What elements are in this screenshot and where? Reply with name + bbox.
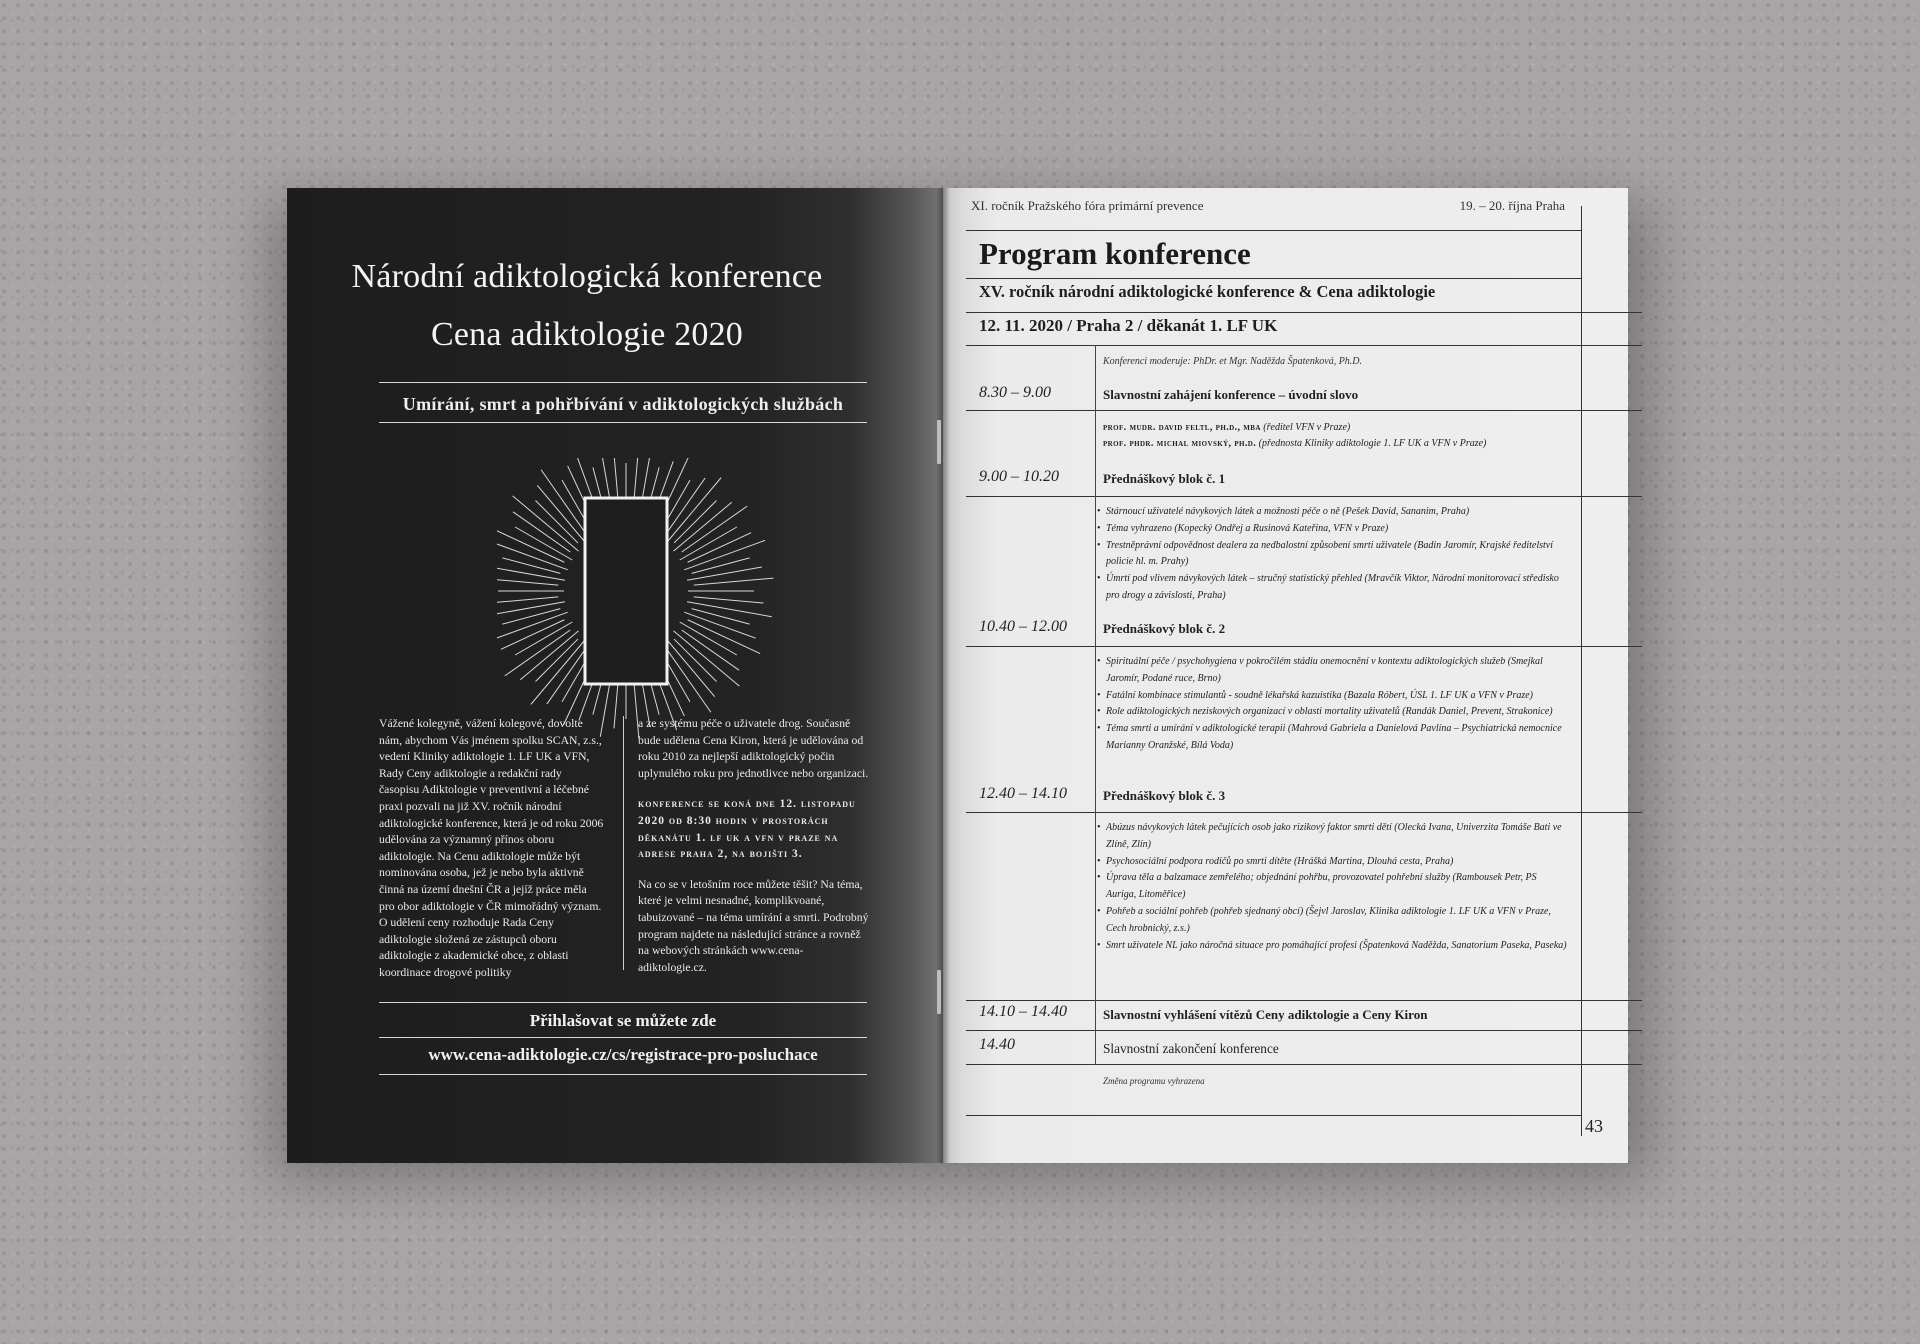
slot-rule xyxy=(966,1064,1642,1065)
speaker-2-role: (přednosta Kliniky adiktologie 1. LF UK a VFN v Praze) xyxy=(1258,437,1487,449)
lecture-item: • Trestněprávní odpovědnost dealera za nedbalostní způsobení smrti uživatele (Badin Jaromír, Krajské ředitelství policie hl. m. Prahy) xyxy=(1097,538,1567,572)
header-rule xyxy=(966,230,1581,231)
lecture-item: • Pohřeb a sociální pohřeb (pohřeb sjednaný obcí) (Šejvl Jaroslav, Klinika adiktologie 1. LF UK a VFN v Praze, Cech hrobnický, z.s.) xyxy=(1097,904,1567,938)
opening-speakers xyxy=(1103,420,1486,451)
lecture-item: • Úprava těla a balzamace zemřelého; objednání pohřbu, provozovatel pohřební služby (Rambousek Petr, PS Auriga, Litoměřice) xyxy=(1097,870,1567,904)
staple-bottom xyxy=(937,970,941,1014)
intro-paragraph-2: a ze systému péče o uživatele drog. Současně bude udělena Cena Kiron, která je udělována od roku 2010 za nejlepší adiktologický počin uplynulého roku pro jednotlivce nebo organizaci. xyxy=(638,717,869,780)
speaker-2 xyxy=(1103,436,1486,452)
register-heading: Přihlašovat se můžete zde xyxy=(529,1011,717,1030)
lecture-list-block-2 xyxy=(1097,654,1567,755)
emblem-ray xyxy=(497,565,565,580)
speaker-2-name: prof. phdr. michal miovský, ph.d. xyxy=(1103,437,1257,449)
emblem-ray xyxy=(537,485,586,543)
lecture-item: • Smrt uživatele NL jako náročná situace pro pomáhající profesi (Špatenková Naděžda, Sanatorium Paseka, Paseka) xyxy=(1097,938,1567,955)
lecture-item: • Role adiktologických neziskových organizací v oblasti mortality uživatelů (Randák Daniel, Prevent, Strakonice) xyxy=(1097,704,1567,721)
slot-title: Slavnostní vyhlášení vítězů Ceny adiktologie a Ceny Kiron xyxy=(1103,1007,1428,1022)
slot-time: 14.10 – 14.40 xyxy=(979,1003,1067,1020)
program-date-line: 12. 11. 2020 / Praha 2 / děkanát 1. LF UK xyxy=(979,316,1278,335)
column-separator xyxy=(623,716,624,970)
slot-rule xyxy=(966,646,1642,647)
slot-rule xyxy=(966,1000,1642,1001)
lecture-item: • Spirituální péče / psychohygiena v pokročilém stádiu onemocnění v kontextu adiktologických služeb (Smejkal Jaromír, Podané ruce, Brno) xyxy=(1097,654,1567,688)
speaker-1 xyxy=(1103,420,1486,436)
title-rule xyxy=(966,278,1581,279)
emblem-ray xyxy=(497,597,558,604)
program-change-note: Změna programu vyhrazena xyxy=(1103,1076,1205,1086)
emblem-ray xyxy=(666,638,715,696)
venue-paragraph: konference se koná dne 12. listopadu 2020 od 8:30 hodin v prostorách děkanátu 1. lf uk a vfn v praze na adrese praha 2, na bojišti 3. xyxy=(638,798,856,861)
slot-title: Přednáškový blok č. 3 xyxy=(1103,788,1226,803)
emblem-ray xyxy=(694,597,764,603)
time-column-divider xyxy=(1095,345,1096,1065)
lecture-item: • Téma smrti a umírání v adiktologické terapii (Mahrová Gabriela a Danielová Pavlína – Psychiatrická nemocnice Marianny Oranžské, Bílá Voda) xyxy=(1097,721,1567,755)
subtitle-rule xyxy=(966,312,1642,313)
theme-top-rule xyxy=(379,382,867,383)
lecture-list-block-3 xyxy=(1097,820,1567,954)
lecture-item: • Téma vyhrazeno (Kopecký Ondřej a Rusinová Kateřina, VFN v Praze) xyxy=(1097,521,1567,538)
slot-title: Přednáškový blok č. 2 xyxy=(1103,621,1226,636)
intro-column-2 xyxy=(638,716,870,990)
emblem-ray xyxy=(497,612,568,641)
left-title-conference: Národní adiktologická konference xyxy=(351,258,823,295)
emblem-ray xyxy=(497,579,558,585)
emblem-ray xyxy=(497,528,564,562)
left-title-award: Cena adiktologie 2020 xyxy=(430,316,744,353)
emblem-ray xyxy=(513,512,570,552)
emblem-ray xyxy=(535,500,577,542)
right-page xyxy=(943,188,1628,1163)
slot-time: 10.40 – 12.00 xyxy=(979,618,1067,635)
speaker-1-role: (ředitel VFN v Praze) xyxy=(1263,422,1351,433)
slot-time: 9.00 – 10.20 xyxy=(979,468,1059,485)
slot-title: Slavnostní zahájení konference – úvodní slovo xyxy=(1103,387,1359,402)
speaker-1-name: prof. mudr. david feltl, ph.d., mba xyxy=(1103,422,1261,433)
theme-bottom-rule xyxy=(379,422,867,423)
emblem-ray xyxy=(520,631,578,680)
emblem-ray xyxy=(687,567,762,580)
intro-paragraph-1: Vážené kolegyně, vážení kolegové, dovolte nám, abychom Vás jménem spolku SCAN, z.s., vedení Kliniky adiktologie 1. LF UK a VFN, Rady Ceny adiktologie a redakční rady časopisu Adiktologie v preventivní a léčebné praxi pozvali na již XV. ročník národní adiktologické konference, která je od roku 2006 udělována za významný přínos oboru adiktologie. Na Cenu adiktologie může být nominována osoba, jež je nebo byla aktivně činná na území dnešní ČR a jejíž práce měla pro obor adiktologie v ČR mimořádný význam. O udělení ceny rozhoduje Rada Ceny adiktologie složená ze zástupců oboru adiktologie z akademické obce, z oblasti koordinace drogové politiky xyxy=(379,717,604,979)
left-theme: Umírání, smrt a pohřbívání v adiktologických službách xyxy=(402,394,844,414)
lecture-list-block-1 xyxy=(1097,504,1567,605)
left-page xyxy=(287,188,943,1163)
date-rule xyxy=(966,345,1642,346)
slot-rule xyxy=(966,812,1642,813)
emblem-ray xyxy=(674,639,716,681)
slot-title: Přednáškový blok č. 1 xyxy=(1103,471,1226,486)
emblem-ray xyxy=(535,639,577,681)
lecture-item: • Fatální kombinace stimulantů - soudně lékařská kazuistika (Bazala Róbert, ÚSL 1. LF UK a VFN v Praze) xyxy=(1097,688,1567,705)
slot-rule xyxy=(966,496,1642,497)
registration-url[interactable]: www.cena-adiktologie.cz/cs/registrace-pro-posluchace xyxy=(428,1045,818,1064)
emblem-ray xyxy=(682,630,739,670)
lecture-item: • Abúzus návykových látek pečujících osob jako rizikový faktor smrti dětí (Olecká Ivana, Univerzita Tomáše Bati ve Zlíně, Zlín) xyxy=(1097,820,1567,854)
emblem-ray xyxy=(497,602,565,615)
register-mid-rule xyxy=(379,1037,867,1038)
program-title: Program konference xyxy=(979,236,1251,271)
moderator-line: Konferenci moderuje: PhDr. et Mgr. Naděžda Špatenková, Ph.D. xyxy=(1103,356,1363,367)
book-binding xyxy=(936,188,950,1163)
slot-time: 14.40 xyxy=(979,1036,1015,1053)
lecture-item: • Psychosociální podpora rodičů po smrti dítěte (Hrášká Martina, Dlouhá cesta, Praha) xyxy=(1097,854,1567,871)
lecture-item: • Úmrtí pod vlivem návykových látek – stručný statistický přehled (Mravčík Viktor, Národní monitorovací středisko pro drogy a závislosti, Praha) xyxy=(1097,571,1567,605)
lecture-item: • Stárnoucí uživatelé návykových látek a možnosti péče o ně (Pešek David, Sananim, Praha) xyxy=(1097,504,1567,521)
emblem-ray xyxy=(687,602,772,617)
footer-rule xyxy=(966,1115,1581,1116)
program-subtitle: XV. ročník národní adiktologické konference & Cena adiktologie xyxy=(979,282,1436,301)
slot-time: 8.30 – 9.00 xyxy=(979,384,1051,401)
intro-column-1 xyxy=(379,716,604,996)
emblem-ray xyxy=(547,647,587,704)
slot-rule xyxy=(966,1030,1642,1031)
emblem-ray xyxy=(694,578,774,585)
register-top-rule xyxy=(379,1002,867,1003)
running-header-right: 19. – 20. října Praha xyxy=(1459,198,1565,213)
intro-paragraph-3: Na co se v letošním roce můžete těšit? Na téma, které je velmi nesnadné, komplikvoané, tabuizované – na téma umírání a smrti. Podrobný program najdete na následující stránce a rovněž na webových stránkách www.cena-adiktologie.cz. xyxy=(638,877,869,974)
staple-top xyxy=(937,420,941,464)
slot-time: 12.40 – 14.10 xyxy=(979,785,1067,802)
emblem-ray xyxy=(665,478,705,535)
emblem-ray xyxy=(688,620,761,654)
emblem-ray xyxy=(674,500,716,542)
running-header-left: XI. ročník Pražského fóra primární prevence xyxy=(971,198,1204,213)
slot-title: Slavnostní zakončení konference xyxy=(1103,1041,1279,1056)
emblem-ray xyxy=(673,502,731,551)
slot-rule xyxy=(966,410,1642,411)
register-bottom-rule xyxy=(379,1074,867,1075)
page-number: 43 xyxy=(1585,1116,1603,1136)
